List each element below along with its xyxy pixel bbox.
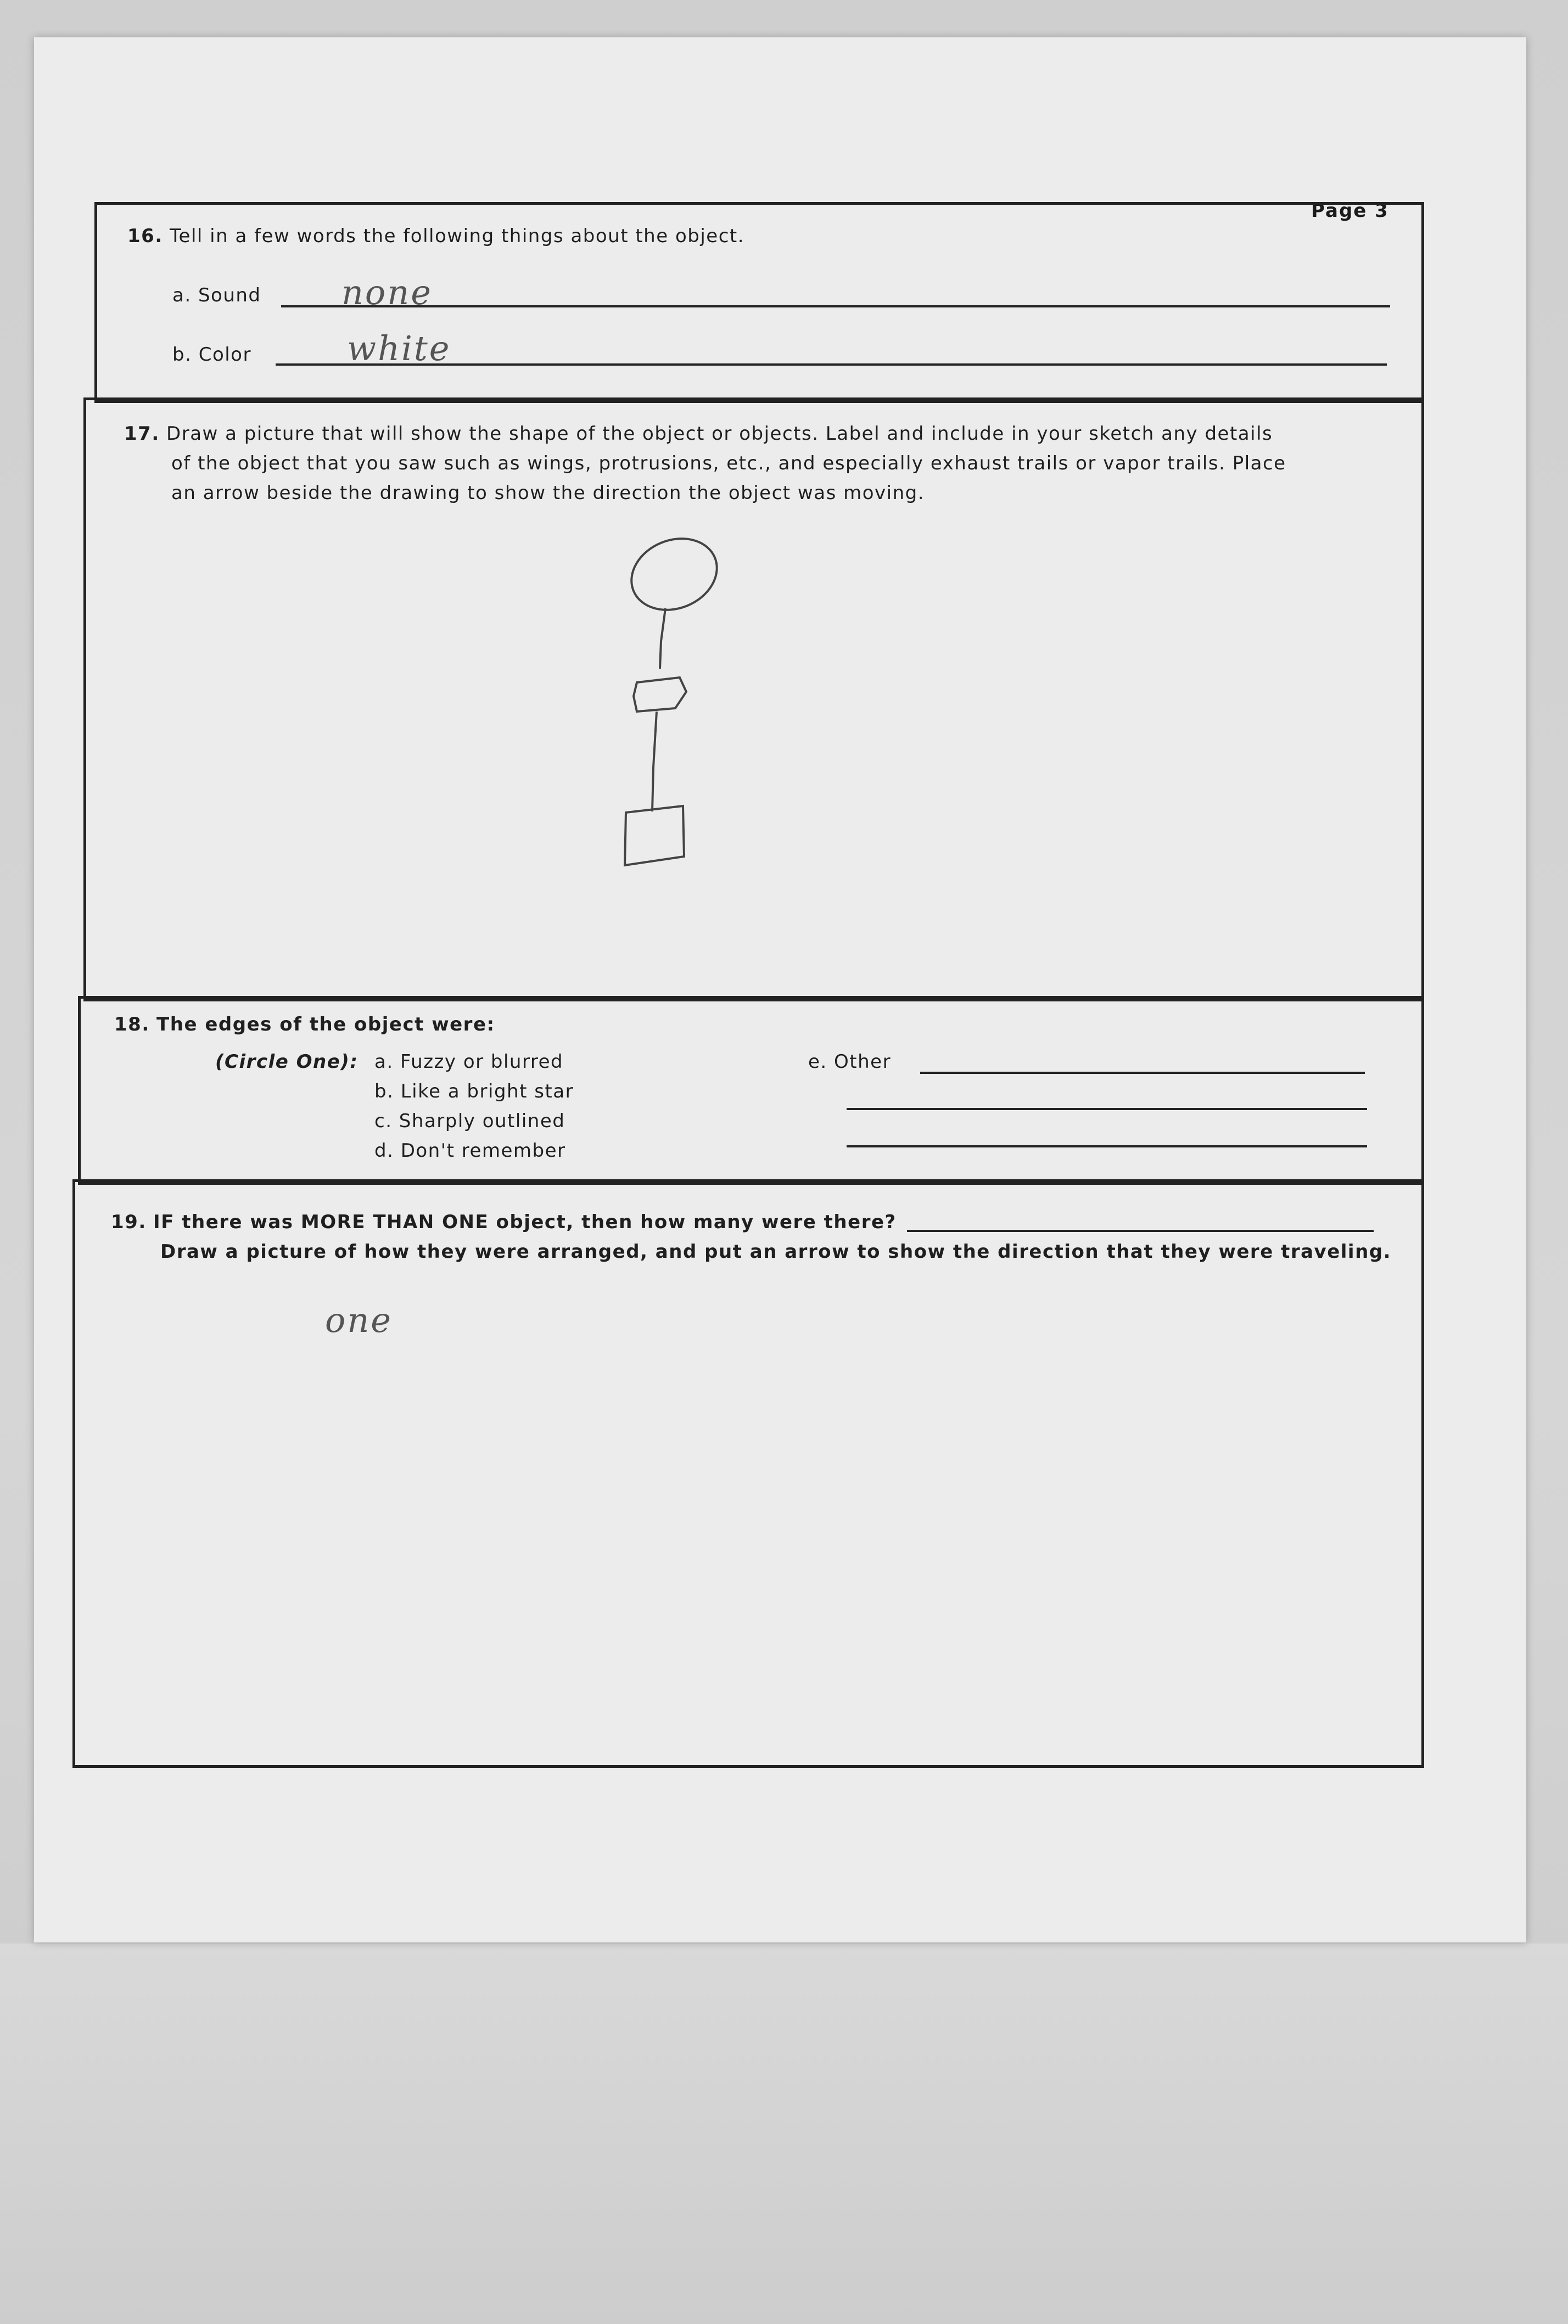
question-19-prompt-1: IF there was MORE THAN ONE object, then how many were there? bbox=[153, 1211, 897, 1233]
question-18-text bbox=[114, 1013, 495, 1035]
question-17-number: 17. bbox=[124, 423, 160, 445]
sketch-top-oval bbox=[621, 531, 728, 622]
edge-option-e-label: e. Other bbox=[808, 1051, 892, 1073]
sketch-bottom-square bbox=[625, 806, 684, 865]
question-19-box bbox=[72, 1179, 1424, 1768]
sound-label: a. Sound bbox=[172, 284, 261, 306]
sketch-upper-line bbox=[660, 608, 665, 669]
other-answer-line-2[interactable] bbox=[847, 1108, 1367, 1110]
sketch-lower-line bbox=[652, 712, 657, 811]
color-label: b. Color bbox=[172, 344, 251, 366]
question-17-prompt-2: of the object that you saw such as wings, protrusions, etc., and especially exhaust trails or vapor trails. Place bbox=[171, 452, 1286, 474]
question-16-number: 16. bbox=[127, 225, 163, 247]
sketch-middle-shape bbox=[634, 677, 686, 712]
object-count-answer[interactable]: one bbox=[325, 1300, 393, 1340]
question-19-prompt-2: Draw a picture of how they were arranged, and put an arrow to show the direction that they were traveling. bbox=[160, 1241, 1392, 1263]
object-count-line[interactable] bbox=[907, 1230, 1374, 1232]
question-17-prompt-1: Draw a picture that will show the shape of the object or objects. Label and include in your sketch any details bbox=[166, 423, 1273, 445]
question-19-line-1 bbox=[111, 1211, 897, 1233]
page-number: Page 3 bbox=[1311, 200, 1389, 222]
edge-option-b[interactable]: b. Like a bright star bbox=[374, 1080, 574, 1102]
form-page bbox=[34, 37, 1526, 1942]
other-answer-line-1[interactable] bbox=[920, 1072, 1365, 1074]
question-17-prompt-3: an arrow beside the drawing to show the direction the object was moving. bbox=[171, 482, 925, 504]
question-17-line-1 bbox=[124, 423, 1273, 445]
object-sketch bbox=[583, 531, 792, 949]
question-16-text bbox=[127, 225, 744, 247]
question-19-number: 19. bbox=[111, 1211, 147, 1233]
question-16-prompt: Tell in a few words the following things about the object. bbox=[170, 225, 745, 247]
edge-option-d[interactable]: d. Don't remember bbox=[374, 1140, 566, 1162]
lower-sheet-edge bbox=[0, 1944, 1568, 2324]
edge-option-a[interactable]: a. Fuzzy or blurred bbox=[374, 1051, 564, 1073]
question-18-number: 18. bbox=[114, 1013, 150, 1035]
sound-answer[interactable]: none bbox=[341, 272, 433, 312]
edge-option-c[interactable]: c. Sharply outlined bbox=[374, 1110, 565, 1132]
circle-one-label: (Circle One): bbox=[215, 1051, 359, 1073]
other-answer-line-3[interactable] bbox=[847, 1145, 1367, 1147]
color-answer[interactable]: white bbox=[347, 328, 451, 368]
question-18-prompt: The edges of the object were: bbox=[156, 1013, 495, 1035]
sound-answer-line bbox=[281, 305, 1390, 307]
